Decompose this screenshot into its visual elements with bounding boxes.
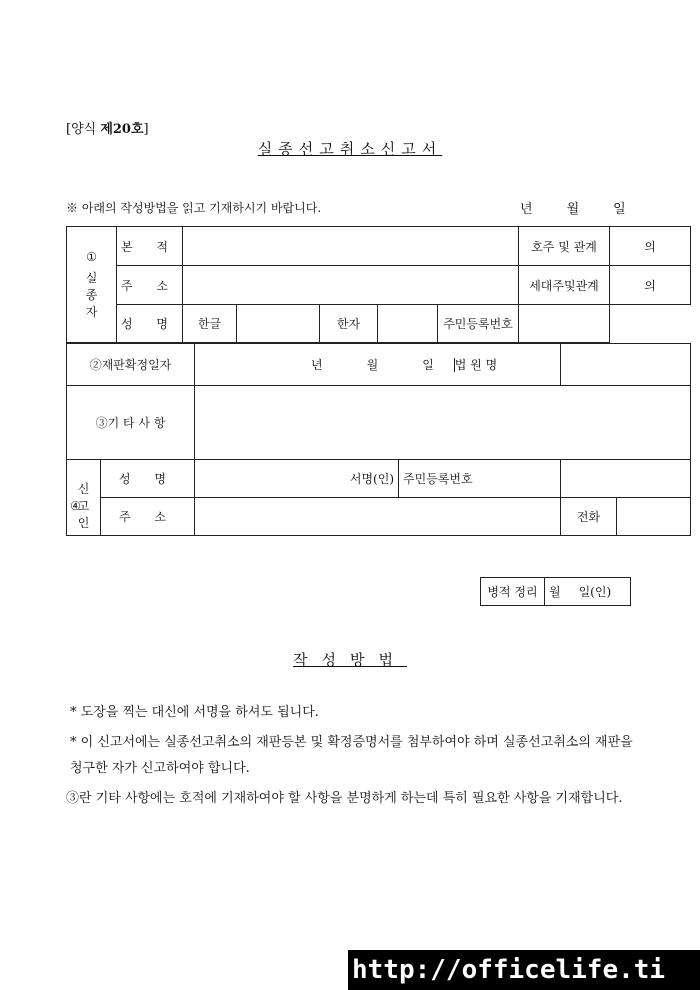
registry-field[interactable] bbox=[545, 578, 631, 606]
registered-domicile-field[interactable] bbox=[183, 227, 519, 266]
judgment-month-label: 월 bbox=[366, 358, 379, 372]
reporter-section-label: 신고인 ④ bbox=[67, 460, 101, 536]
judgment-date-label: ②재판확정일자 bbox=[67, 344, 195, 386]
householder-relation-field[interactable]: 의 bbox=[610, 266, 691, 305]
method-item-3: ③란 기타 사항에는 호적에 기재하여야 할 사항을 분명하게 하는데 특히 필요한 사항을 기재합니다. bbox=[66, 791, 623, 806]
date-month-label: 월 bbox=[566, 202, 580, 217]
court-name-field[interactable] bbox=[561, 344, 691, 386]
report-date bbox=[520, 198, 626, 217]
signature-label: 서명(인) bbox=[349, 472, 394, 486]
method-item-1: * 도장을 찍는 대신에 서명을 하셔도 됩니다. bbox=[70, 705, 319, 720]
instruction-note: ※ 아래의 작성방법을 읽고 기재하시기 바랍니다. bbox=[66, 201, 322, 215]
head-relation-field[interactable]: 의 bbox=[610, 227, 691, 266]
hangul-name-field[interactable] bbox=[237, 305, 320, 343]
date-day-label: 일 bbox=[613, 202, 626, 217]
resident-number-field[interactable] bbox=[519, 305, 610, 343]
registry-label: 병적 정리 bbox=[481, 578, 545, 606]
judgment-date-field[interactable] bbox=[195, 344, 561, 386]
judgment-day-label: 일 bbox=[422, 358, 434, 372]
resident-number-label: 주민등록번호 bbox=[438, 305, 519, 343]
reporter-signature[interactable] bbox=[195, 460, 399, 498]
registered-domicile-label: 본 적 bbox=[117, 227, 183, 266]
reporter-name-label: 성 명 bbox=[101, 460, 195, 498]
registry-month-label: 월 bbox=[549, 585, 561, 599]
hangul-label: 한글 bbox=[183, 305, 237, 343]
form-number: [양식 제20호] bbox=[66, 122, 149, 137]
registry-day-seal-label: 일(인) bbox=[578, 585, 612, 599]
hanja-name-field[interactable] bbox=[378, 305, 438, 343]
reporter-resident-number-field[interactable] bbox=[561, 460, 691, 498]
head-relation-label: 호주 및 관계 bbox=[519, 227, 610, 266]
method-item-2: * 이 신고서에는 실종선고취소의 재판등본 및 확정증명서를 첨부하여야 하며 실종선고취소의 재판을 청구한 자가 신고하여야 합니다. bbox=[70, 735, 633, 776]
judgment-year-label: 년 bbox=[311, 358, 323, 372]
address-field[interactable] bbox=[183, 266, 519, 305]
address-label: 주 소 bbox=[117, 266, 183, 305]
missing-person-table bbox=[66, 226, 691, 343]
judgment-reporter-table bbox=[66, 343, 691, 536]
court-name-label: 법 원 명 bbox=[454, 358, 498, 372]
reporter-resident-number-label: 주민등록번호 bbox=[399, 460, 561, 498]
name-label: 성 명 bbox=[117, 305, 183, 343]
other-matters-label: ③기 타 사 항 bbox=[67, 386, 195, 460]
form-title: 실종선고취소신고서 bbox=[257, 140, 443, 158]
method-title: 작성방법 bbox=[293, 651, 407, 669]
phone-label: 전화 bbox=[561, 498, 617, 536]
watermark: http://officelife.ti bbox=[348, 950, 700, 990]
other-matters-field[interactable] bbox=[195, 386, 691, 460]
householder-relation-label: 세대주및관계 bbox=[519, 266, 610, 305]
reporter-address-field[interactable] bbox=[195, 498, 561, 536]
date-year-label: 년 bbox=[520, 202, 533, 217]
phone-field[interactable] bbox=[617, 498, 691, 536]
registry-stamp-box bbox=[480, 577, 631, 606]
missing-person-section-label: ① 실종자 bbox=[67, 227, 117, 343]
reporter-address-label: 주 소 bbox=[101, 498, 195, 536]
hanja-label: 한자 bbox=[320, 305, 378, 343]
